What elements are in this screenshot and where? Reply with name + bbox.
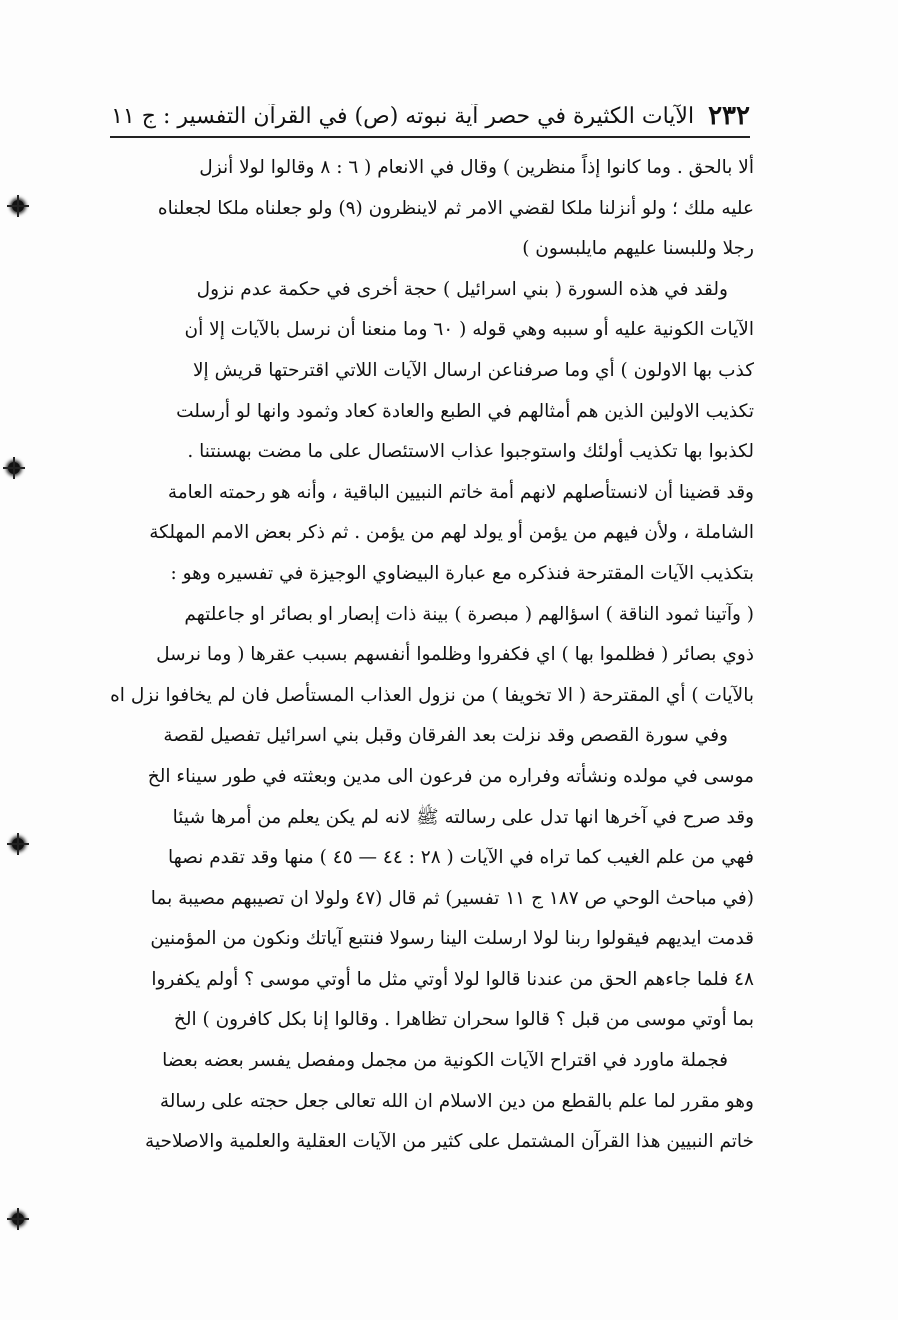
text-line: الشاملة ، ولأن فيهم من يؤمن أو يولد لهم من يؤمن . ثم ذكر بعض الامم المهلكة	[149, 522, 754, 544]
text-line: وفي سورة القصص وقد نزلت بعد الفرقان وقبل بني اسرائيل تفصيل لقصة	[163, 725, 728, 747]
text-line: فهي من علم الغيب كما تراه في الآيات ( ٢٨ : ٤٤ — ٤٥ ) منها وقد تقدم نصها	[167, 847, 754, 869]
text-line: ألا بالحق . وما كانوا إذاً منظرين ) وقال في الانعام ( ٦ : ٨ وقالوا لولا أنزل	[199, 157, 754, 178]
text-line: موسى في مولده ونشأته وفراره من فرعون الى مدين وبعثته في طور سيناء الخ	[147, 765, 754, 787]
text-line: بما أوتي موسى من قبل ؟ قالوا سحران تظاهرا . وقالوا إنا بكل كافرون ) الخ	[173, 1009, 754, 1031]
scan-hole-mark	[12, 200, 24, 212]
text-line: رجلا وللبسنا عليهم مايلبسون )	[522, 238, 754, 260]
scan-hole-mark	[12, 838, 24, 850]
text-line: عليه ملك ؛ ولو أنزلنا ملكا لقضي الامر ثم لاينظرون (٩) ولو جعلناه ملكا لجعلناه	[157, 197, 754, 219]
text-line: تكذيب الاولين الذين هم أمثالهم في الطبع والعادة كعاد وثمود وانها لو أرسلت	[176, 400, 754, 422]
running-head-title: الآيات الكثيرة في حصر آية نبوته (ص) في القرآن التفسير : ج ١١	[111, 103, 695, 129]
text-line: (في مباحث الوحي ص ١٨٧ ج ١١ تفسير) ثم قال (٤٧ ولولا ان تصيبهم مصيبة بما	[150, 887, 754, 909]
text-line: وقد صرح في آخرها انها تدل على رسالته ﷺ لانه لم يكن يعلم من أمرها شيئا	[172, 806, 754, 828]
scan-hole-mark	[12, 1213, 24, 1225]
text-line: وهو مقرر لما علم بالقطع من دين الاسلام ان الله تعالى جعل حجته على رسالة	[159, 1090, 754, 1112]
text-line: لكذبوا بها تكذيب أولئك واستوجبوا عذاب الاستئصال على ما مضت بهسنتنا .	[187, 441, 754, 463]
text-line: خاتم النبيين هذا القرآن المشتمل على كثير من الآيات العقلية والعلمية والاصلاحية	[145, 1131, 754, 1153]
text-line: ٤٨ فلما جاءهم الحق من عندنا قالوا لولا أوتي مثل ما أوتي موسى ؟ أولم يكفروا	[151, 968, 754, 990]
scan-hole-mark	[8, 462, 20, 474]
text-line: قدمت ايديهم فيقولوا ربنا لولا ارسلت الينا رسولا فنتبع آياتك ونكون من المؤمنين	[150, 928, 754, 950]
text-line: ( وآتينا ثمود الناقة ) اسؤالهم ( مبصرة ) بينة ذات إبصار او بصائر او جاعلتهم	[184, 603, 754, 625]
text-line: وقد قضينا أن لانستأصلهم لانهم أمة خاتم النبيين الباقية ، وأنه هو رحمته العامة	[167, 481, 754, 503]
text-line: كذب بها الاولون ) أي وما صرفناعن ارسال الآيات اللاتي اقترحتها قريش إلا	[193, 359, 754, 381]
text-line: ولقد في هذه السورة ( بني اسرائيل ) حجة أخرى في حكمة عدم نزول	[196, 278, 728, 300]
text-line: بتكذيب الآيات المقترحة فنذكره مع عبارة البيضاوي الوجيزة في تفسيره وهو :	[170, 562, 754, 584]
running-head	[110, 96, 750, 138]
body-text	[108, 148, 754, 1163]
text-line: بالآيات ) أي المقترحة ( الا تخويفا ) من نزول العذاب المستأصل فان لم يخافوا نزل اه	[110, 684, 754, 706]
text-line: الآيات الكونية عليه أو سببه وهي قوله ( ٦٠ وما منعنا أن نرسل بالآيات إلا أن	[184, 319, 754, 341]
page-number: ٢٣٢	[708, 101, 750, 131]
text-line: ذوي بصائر ( فظلموا بها ) اي فكفروا وظلموا أنفسهم بسبب عقرها ( وما نرسل	[156, 644, 754, 666]
text-line: فجملة ماورد في اقتراح الآيات الكونية من مجمل ومفصل يفسر بعضه بعضا	[162, 1050, 728, 1072]
